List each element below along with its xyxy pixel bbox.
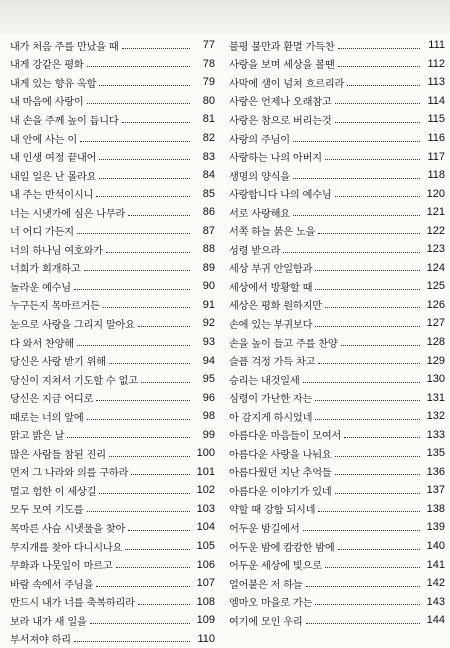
toc-entry-title: 불평 불만과 환멸 가득찬: [229, 38, 335, 53]
dot-leader: [109, 363, 190, 364]
dot-leader: [99, 178, 190, 179]
dot-leader: [109, 456, 190, 457]
dot-leader: [122, 48, 190, 49]
toc-entry: [10, 184, 215, 203]
dot-leader: [335, 196, 421, 197]
toc-entry-title: 사랑의 주님이: [229, 131, 290, 146]
toc-entry: [229, 184, 445, 203]
toc-entry-page-number: 125: [423, 280, 445, 292]
toc-entry-page-number: 108: [193, 596, 215, 608]
toc-entry: [229, 259, 445, 278]
toc-entry-title: 내 마음에 사랑이: [10, 93, 84, 108]
toc-entry-title: 바람 속에서 주님을: [10, 576, 93, 591]
toc-entry: [229, 92, 445, 111]
toc-entry: [10, 110, 215, 129]
toc-entry-page-number: 107: [193, 577, 215, 589]
dot-leader: [303, 530, 420, 531]
toc-entry-page-number: 94: [193, 355, 215, 367]
toc-entry: [229, 574, 445, 593]
toc-entry: [229, 147, 445, 166]
dot-leader: [325, 307, 420, 308]
toc-entry-page-number: 118: [423, 169, 445, 181]
toc-entry-title: 어두운 밤길에서: [229, 520, 300, 535]
dot-leader: [325, 159, 420, 160]
dot-leader: [293, 215, 420, 216]
dot-leader: [283, 252, 420, 253]
toc-entry-title: 당신은 지금 어디로: [10, 390, 93, 405]
dot-leader: [293, 178, 420, 179]
dot-leader: [99, 85, 190, 86]
toc-entry-title: 세상은 평화 원하지만: [229, 297, 322, 312]
toc-entry-title: 맑고 밝은 날: [10, 427, 64, 442]
dot-leader: [96, 400, 190, 401]
toc-entry-title: 많은 사람들 참된 진리: [10, 446, 106, 461]
toc-entry-page-number: 138: [423, 503, 445, 515]
toc-entry: [10, 481, 215, 500]
toc-entry-title: 부서져야 하리: [10, 631, 71, 646]
toc-entry: [10, 574, 215, 593]
dot-leader: [315, 604, 420, 605]
toc-entry-page-number: 136: [423, 466, 445, 478]
toc-entry-page-number: 117: [423, 151, 445, 163]
toc-entry-title: 생명의 양식을: [229, 168, 290, 183]
dot-leader: [335, 493, 421, 494]
toc-entry-title: 반드시 내가 너를 축복하리라: [10, 594, 135, 609]
toc-entry-page-number: 86: [193, 206, 215, 218]
toc-entry-page-number: 144: [423, 614, 445, 626]
dot-leader: [338, 549, 420, 550]
toc-entry: [10, 518, 215, 537]
toc-entry: [10, 555, 215, 574]
toc-entry: [10, 388, 215, 407]
dot-leader: [74, 289, 190, 290]
toc-entry-page-number: 139: [423, 521, 445, 533]
toc-entry-title: 심령이 가난한 자는: [229, 390, 312, 405]
dot-leader: [128, 215, 190, 216]
toc-entry: [10, 463, 215, 482]
toc-entry: [229, 518, 445, 537]
toc-entry: [229, 370, 445, 389]
toc-entry: [10, 259, 215, 278]
dot-leader: [99, 159, 190, 160]
toc-entry-title: 내가 처음 주를 만났을 때: [10, 38, 119, 53]
toc-entry-title: 사랑을 보며 세상을 볼땐: [229, 56, 335, 71]
toc-entry: [229, 166, 445, 185]
toc-entry-page-number: 95: [193, 373, 215, 385]
dot-leader: [87, 103, 190, 104]
toc-entry: [10, 36, 215, 55]
toc-left-column: [10, 36, 215, 648]
toc-entry-page-number: 103: [193, 503, 215, 515]
toc-entry: [229, 203, 445, 222]
dot-leader: [335, 474, 421, 475]
toc-entry-page-number: 142: [423, 577, 445, 589]
dot-leader: [96, 196, 190, 197]
toc-entry: [229, 592, 445, 611]
toc-entry: [229, 277, 445, 296]
toc-entry-title: 승리는 내것일세: [229, 372, 300, 387]
toc-entry: [229, 463, 445, 482]
toc-entry-title: 너 어디 가든지: [10, 223, 74, 238]
toc-entry-page-number: 112: [423, 58, 445, 70]
dot-leader: [335, 122, 421, 123]
toc-entry-page-number: 127: [423, 317, 445, 329]
toc-entry-page-number: 88: [193, 243, 215, 255]
toc-entry: [229, 351, 445, 370]
toc-entry: [229, 388, 445, 407]
toc-entry-title: 당신이 지쳐서 기도할 수 없고: [10, 372, 138, 387]
toc-entry-page-number: 113: [423, 76, 445, 88]
toc-entry-page-number: 131: [423, 392, 445, 404]
toc-entry-title: 세상 부귀 안일함과: [229, 260, 312, 275]
toc-entry-title: 사랑하는 나의 아버지: [229, 149, 322, 164]
dot-leader: [318, 511, 420, 512]
toc-entry-page-number: 90: [193, 280, 215, 292]
toc-entry-page-number: 135: [423, 447, 445, 459]
toc-entry-page-number: 102: [193, 484, 215, 496]
toc-entry: [10, 592, 215, 611]
toc-entry-page-number: 132: [423, 410, 445, 422]
toc-entry-title: 내게 있는 향유 옥합: [10, 75, 96, 90]
toc-entry-page-number: 93: [193, 336, 215, 348]
toc-entry-page-number: 116: [423, 132, 445, 144]
toc-entry-page-number: 123: [423, 243, 445, 255]
toc-entry: [10, 92, 215, 111]
toc-entry-title: 아름다운 이야기가 있네: [229, 483, 332, 498]
dot-leader: [315, 419, 420, 420]
dot-leader: [87, 419, 190, 420]
dot-leader: [122, 122, 190, 123]
toc-entry-page-number: 98: [193, 410, 215, 422]
toc-entry: [229, 129, 445, 148]
toc-entry-title: 손에 있는 부귀보다: [229, 316, 312, 331]
toc-entry-title: 사랑합니다 나의 예수님: [229, 186, 332, 201]
toc-entry-page-number: 78: [193, 58, 215, 70]
dot-leader: [306, 623, 420, 624]
toc-entry: [229, 444, 445, 463]
toc-entry: [10, 630, 215, 648]
toc-entry-title: 놀라운 예수님: [10, 279, 71, 294]
toc-entry: [10, 221, 215, 240]
toc-entry: [10, 277, 215, 296]
toc-entry-page-number: 143: [423, 596, 445, 608]
toc-entry-page-number: 84: [193, 169, 215, 181]
toc-entry-title: 사랑은 참으로 버리는것: [229, 112, 332, 127]
toc-entry-page-number: 141: [423, 559, 445, 571]
toc-entry: [10, 425, 215, 444]
toc-entry: [229, 221, 445, 240]
toc-entry-page-number: 120: [423, 188, 445, 200]
dot-leader: [96, 586, 190, 587]
toc-entry: [229, 481, 445, 500]
dot-leader: [303, 382, 420, 383]
toc-entry-title: 먼저 그 나라와 의를 구하라: [10, 464, 128, 479]
toc-entry: [229, 110, 445, 129]
toc-entry: [229, 425, 445, 444]
dot-leader: [128, 530, 190, 531]
toc-entry-title: 슬픔 걱정 가득 차고: [229, 353, 315, 368]
toc-entry: [10, 351, 215, 370]
dot-leader: [90, 623, 190, 624]
dot-leader: [106, 252, 190, 253]
toc-entry: [10, 407, 215, 426]
toc-entry-title: 내 안에 사는 이: [10, 131, 77, 146]
toc-entry-title: 너의 하나님 여호와가: [10, 242, 103, 257]
toc-entry: [229, 333, 445, 352]
toc-entry-page-number: 83: [193, 151, 215, 163]
toc-entry-title: 보라 내가 새 일을: [10, 613, 87, 628]
toc-entry-title: 아름다운 마음들이 모여서: [229, 427, 341, 442]
toc-entry-page-number: 128: [423, 336, 445, 348]
toc-entry-page-number: 100: [193, 447, 215, 459]
toc-entry-page-number: 110: [193, 633, 215, 645]
toc-entry-page-number: 115: [423, 113, 445, 125]
toc-entry: [10, 166, 215, 185]
toc-entry-page-number: 79: [193, 76, 215, 88]
toc-entry: [10, 314, 215, 333]
toc-entry: [229, 500, 445, 519]
dot-leader: [347, 85, 420, 86]
toc-entry-page-number: 85: [193, 188, 215, 200]
dot-leader: [341, 345, 420, 346]
toc-entry-title: 때로는 너의 앞에: [10, 409, 84, 424]
toc-entry: [229, 55, 445, 74]
dot-leader: [103, 307, 190, 308]
toc-entry-page-number: 109: [193, 614, 215, 626]
toc-entry: [229, 407, 445, 426]
toc-entry-page-number: 111: [423, 39, 445, 51]
toc-entry: [10, 500, 215, 519]
toc-entry-title: 아 감지게 하시었네: [229, 409, 312, 424]
toc-entry-page-number: 140: [423, 540, 445, 552]
toc-entry-page-number: 106: [193, 559, 215, 571]
dot-leader: [293, 141, 420, 142]
toc-entry-title: 눈으로 사랑을 그리지 말아요: [10, 316, 135, 331]
toc-entry-title: 누구든지 목마르거든: [10, 297, 100, 312]
toc-entry-page-number: 96: [193, 392, 215, 404]
dot-leader: [99, 493, 190, 494]
dot-leader: [77, 345, 190, 346]
toc-entry-page-number: 124: [423, 262, 445, 274]
toc-entry-title: 목마른 사슴 시냇물을 찾아: [10, 520, 125, 535]
toc-entry-title: 약할 때 강함 되시네: [229, 501, 315, 516]
toc-entry: [229, 611, 445, 630]
toc-entry-title: 멀고 험한 이 세상길: [10, 483, 96, 498]
toc-entry-page-number: 101: [193, 466, 215, 478]
toc-entry-title: 사막에 샘이 넘쳐 흐르리라: [229, 75, 344, 90]
toc-entry-title: 사랑은 언제나 오래참고: [229, 93, 332, 108]
toc-entry-title: 어두운 밤에 캄캄한 밤에: [229, 539, 335, 554]
toc-entry-page-number: 91: [193, 299, 215, 311]
dot-leader: [87, 511, 190, 512]
toc-entry-page-number: 87: [193, 225, 215, 237]
toc-entry: [10, 73, 215, 92]
dot-leader: [87, 66, 190, 67]
toc-entry: [229, 537, 445, 556]
toc-entry-page-number: 122: [423, 225, 445, 237]
toc-entry: [10, 203, 215, 222]
toc-entry-title: 내 인생 여정 끝내어: [10, 149, 96, 164]
toc-entry-page-number: 105: [193, 540, 215, 552]
toc-entry-title: 내 주는 반석이시니: [10, 186, 93, 201]
toc-entry-title: 얼어붙은 저 하늘: [229, 576, 303, 591]
toc-entry: [10, 444, 215, 463]
dot-leader: [315, 289, 420, 290]
dot-leader: [80, 141, 190, 142]
dot-leader: [344, 437, 420, 438]
toc-entry: [229, 36, 445, 55]
dot-leader: [138, 604, 190, 605]
top-page-edge: [0, 0, 450, 34]
toc-entry: [10, 296, 215, 315]
toc-entry-title: 내게 강같은 평화: [10, 56, 84, 71]
toc-entry-page-number: 137: [423, 484, 445, 496]
toc-entry-page-number: 126: [423, 299, 445, 311]
dot-leader: [141, 382, 190, 383]
toc-entry: [10, 370, 215, 389]
toc-entry-page-number: 114: [423, 95, 445, 107]
dot-leader: [77, 233, 190, 234]
toc-entry-page-number: 121: [423, 206, 445, 218]
dot-leader: [138, 326, 190, 327]
dot-leader: [318, 363, 420, 364]
dot-leader: [315, 270, 420, 271]
toc-entry: [10, 129, 215, 148]
toc-right-column: [229, 36, 445, 630]
dot-leader: [131, 474, 190, 475]
toc-entry-page-number: 77: [193, 39, 215, 51]
toc-entry: [10, 333, 215, 352]
toc-entry-title: 당신은 사랑 받기 위해: [10, 353, 106, 368]
toc-entry-title: 손을 높이 들고 주를 찬양: [229, 335, 338, 350]
toc-entry-title: 여기에 모인 우리: [229, 613, 303, 628]
toc-entry-title: 무화과 나뭇잎이 마르고: [10, 557, 113, 572]
dot-leader: [315, 326, 420, 327]
toc-entry-title: 모두 모여 기도를: [10, 501, 84, 516]
toc-entry-title: 엠마오 마을로 가는: [229, 594, 312, 609]
toc-entry-title: 내일 일은 난 몰라요: [10, 168, 96, 183]
toc-entry-page-number: 99: [193, 429, 215, 441]
table-of-contents: [0, 36, 450, 601]
dot-leader: [335, 456, 421, 457]
dot-leader: [338, 48, 420, 49]
toc-entry: [229, 240, 445, 259]
toc-entry-page-number: 89: [193, 262, 215, 274]
toc-entry-title: 세상에서 방황할 때: [229, 279, 312, 294]
toc-entry: [10, 240, 215, 259]
toc-entry-page-number: 82: [193, 132, 215, 144]
dot-leader: [125, 549, 190, 550]
dot-leader: [84, 270, 190, 271]
toc-entry-title: 아름다웠던 지난 추억들: [229, 464, 332, 479]
dot-leader: [74, 641, 190, 642]
toc-entry-title: 서로 사랑해요: [229, 205, 290, 220]
toc-entry-page-number: 104: [193, 521, 215, 533]
toc-entry: [10, 611, 215, 630]
toc-entry-page-number: 130: [423, 373, 445, 385]
dot-leader: [67, 437, 190, 438]
toc-entry: [229, 314, 445, 333]
dot-leader: [335, 103, 421, 104]
toc-entry: [10, 537, 215, 556]
toc-entry-title: 다 와서 찬양해: [10, 335, 74, 350]
toc-entry: [10, 147, 215, 166]
dot-leader: [338, 66, 420, 67]
toc-entry-title: 아름다운 사랑을 나눠요: [229, 446, 332, 461]
toc-entry-page-number: 81: [193, 113, 215, 125]
toc-entry: [229, 555, 445, 574]
toc-entry-page-number: 129: [423, 355, 445, 367]
toc-entry-title: 서쪽 하늘 붉은 노을: [229, 223, 315, 238]
toc-entry-title: 내 손을 주께 높이 듭니다: [10, 112, 119, 127]
dot-leader: [306, 586, 420, 587]
toc-entry-page-number: 133: [423, 429, 445, 441]
toc-entry-title: 너는 시냇가에 심은 나무라: [10, 205, 125, 220]
toc-entry: [229, 73, 445, 92]
dot-leader: [318, 233, 420, 234]
toc-entry-page-number: 92: [193, 317, 215, 329]
toc-entry-title: 무지개를 찾아 다니시나요: [10, 539, 122, 554]
dot-leader: [116, 567, 191, 568]
toc-entry: [229, 296, 445, 315]
dot-leader: [315, 400, 420, 401]
toc-entry: [10, 55, 215, 74]
toc-entry-title: 성령 받으라: [229, 242, 280, 257]
toc-entry-page-number: 80: [193, 95, 215, 107]
toc-entry-title: 너희가 회개하고: [10, 260, 81, 275]
toc-entry-title: 어두운 세상에 빛으로: [229, 557, 322, 572]
dot-leader: [325, 567, 420, 568]
